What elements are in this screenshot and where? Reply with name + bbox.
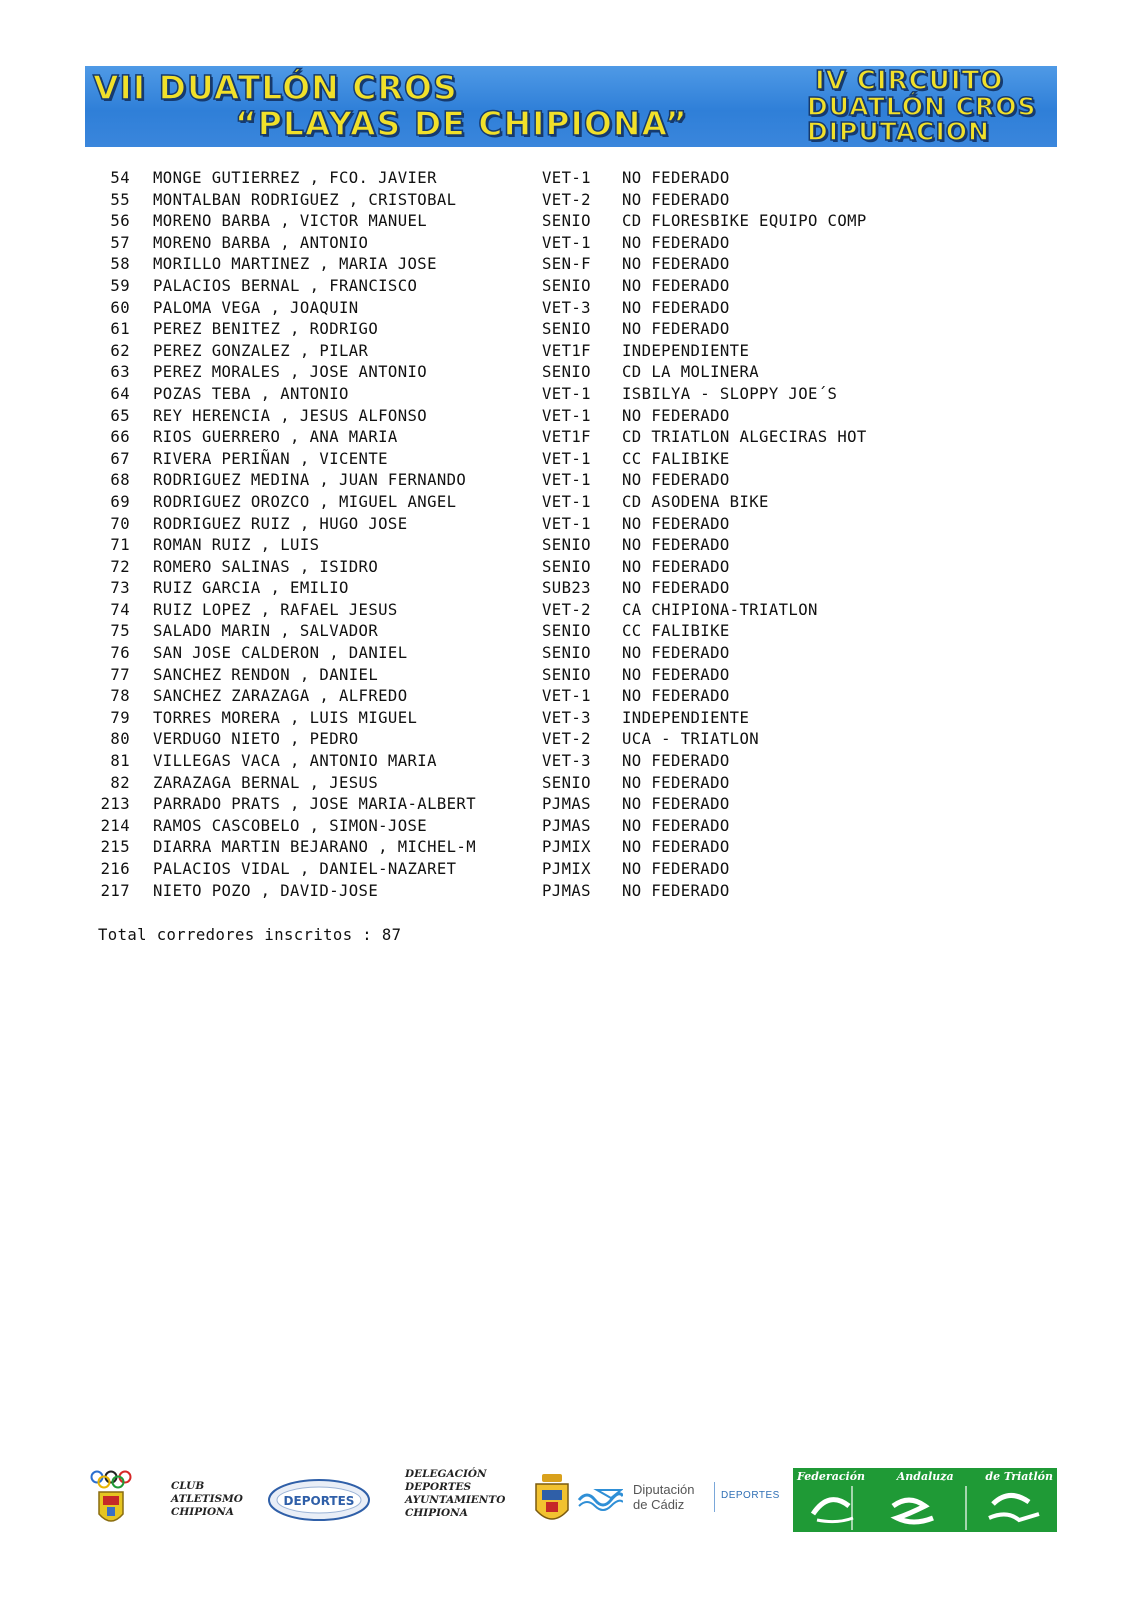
entry-number: 64 xyxy=(110,384,130,403)
entry-category: PJMAS xyxy=(542,795,591,814)
entry-club: NO FEDERADO xyxy=(622,169,730,187)
entry-number: 214 xyxy=(100,816,130,835)
entry-club: UCA - TRIATLON xyxy=(622,730,760,749)
entry-club: NO FEDERADO xyxy=(622,514,730,533)
entry-number: 60 xyxy=(110,298,130,317)
entry-number: 77 xyxy=(110,665,130,684)
entry-number: 57 xyxy=(110,233,130,252)
entry-name: POZAS TEBA , ANTONIO xyxy=(153,384,349,403)
entry-category: VET-1 xyxy=(542,406,591,425)
entry-name: REY HERENCIA , JESUS ALFONSO xyxy=(153,406,428,425)
entry-name: PEREZ MORALES , JOSE ANTONIO xyxy=(153,363,428,382)
federacion-title: Federación Andaluza de Triatlón xyxy=(797,1470,1053,1483)
diputacion-divider xyxy=(714,1482,715,1512)
entry-number: 73 xyxy=(110,579,130,598)
entry-category: SENIO xyxy=(542,773,591,792)
entry-number: 216 xyxy=(100,860,130,878)
entry-category: VET-1 xyxy=(542,471,591,490)
entry-club: NO FEDERADO xyxy=(622,255,730,274)
entry-club: NO FEDERADO xyxy=(622,665,730,684)
diputacion-wave-icon xyxy=(577,1486,623,1512)
entry-name: SANCHEZ ZARAZAGA , ALFREDO xyxy=(153,687,408,706)
entry-club: NO FEDERADO xyxy=(622,644,730,663)
entry-category: SENIO xyxy=(542,212,591,231)
entry-name: MONGE GUTIERREZ , FCO. JAVIER xyxy=(153,169,437,187)
entry-category: SENIO xyxy=(542,557,591,576)
entry-number: 215 xyxy=(100,838,130,857)
entry-number: 58 xyxy=(110,255,130,274)
entry-number: 217 xyxy=(100,881,130,900)
entry-club: NO FEDERADO xyxy=(622,406,730,425)
entry-category: PJMAS xyxy=(542,816,591,835)
entry-number: 80 xyxy=(110,730,130,749)
entry-category: SENIO xyxy=(542,363,591,382)
entry-name: RIVERA PERIÑAN , VICENTE xyxy=(153,449,388,468)
entry-number: 81 xyxy=(110,752,130,771)
entry-name: ROMAN RUIZ , LUIS xyxy=(153,536,320,555)
entry-category: VET-2 xyxy=(542,600,591,619)
entry-category: VET-1 xyxy=(542,384,591,403)
entry-number: 62 xyxy=(110,341,130,360)
entry-club: NO FEDERADO xyxy=(622,687,730,706)
entry-club: NO FEDERADO xyxy=(622,557,730,576)
entry-name: MORILLO MARTINEZ , MARIA JOSE xyxy=(153,255,437,274)
entry-name: SANCHEZ RENDON , DANIEL xyxy=(153,665,379,684)
deportes-logo-label: DEPORTES xyxy=(283,1494,355,1508)
entry-name: RUIZ GARCIA , EMILIO xyxy=(153,579,349,598)
entry-category: PJMAS xyxy=(542,881,591,900)
entry-name: ZARAZAGA BERNAL , JESUS xyxy=(153,773,379,792)
entry-name: RIOS GUERRERO , ANA MARIA xyxy=(153,428,398,447)
entry-category: VET-1 xyxy=(542,492,591,511)
delegacion-deportes-logo xyxy=(267,1476,371,1524)
entry-name: MORENO BARBA , VICTOR MANUEL xyxy=(153,212,428,231)
event-title: VII DUATLÓN CROS xyxy=(93,68,458,107)
entry-number: 61 xyxy=(110,320,130,339)
entry-name: RAMOS CASCOBELO , SIMON-JOSE xyxy=(153,816,428,835)
entry-number: 76 xyxy=(110,644,130,663)
entry-number: 72 xyxy=(110,557,130,576)
entry-category: VET-1 xyxy=(542,169,591,187)
sponsor-footer xyxy=(85,1468,1057,1538)
entry-name: RODRIGUEZ RUIZ , HUGO JOSE xyxy=(153,514,408,533)
entry-club: NO FEDERADO xyxy=(622,276,730,295)
entry-club: CA CHIPIONA-TRIATLON xyxy=(622,600,818,619)
circuit-title-line1: IV CIRCUITO xyxy=(815,66,1004,96)
entry-number: 79 xyxy=(110,708,130,727)
entry-name: MORENO BARBA , ANTONIO xyxy=(153,233,369,252)
entry-number: 69 xyxy=(110,492,130,511)
entry-category: SUB23 xyxy=(542,579,591,598)
event-subtitle: “PLAYAS DE CHIPIONA” xyxy=(235,104,688,143)
entry-club: NO FEDERADO xyxy=(622,816,730,835)
entry-number: 56 xyxy=(110,212,130,231)
entry-club: NO FEDERADO xyxy=(622,860,730,878)
entry-category: VET-3 xyxy=(542,298,591,317)
entry-number: 82 xyxy=(110,773,130,792)
entry-category: PJMIX xyxy=(542,838,591,857)
entry-category: SENIO xyxy=(542,276,591,295)
entry-club: NO FEDERADO xyxy=(622,190,730,209)
entry-number: 66 xyxy=(110,428,130,447)
entry-category: VET1F xyxy=(542,428,591,447)
entry-name: PEREZ GONZALEZ , PILAR xyxy=(153,341,369,360)
entry-club: CD TRIATLON ALGECIRAS HOT xyxy=(622,428,867,447)
entry-number: 71 xyxy=(110,536,130,555)
delegacion-ayuntamiento-text: DELEGACIÓN DEPORTES AYUNTAMIENTO CHIPIONA xyxy=(405,1468,506,1519)
triathlon-figures-icon xyxy=(793,1484,1057,1532)
entry-number: 55 xyxy=(110,190,130,209)
entry-club: INDEPENDIENTE xyxy=(622,708,750,727)
entry-number: 74 xyxy=(110,600,130,619)
header-banner xyxy=(85,66,1057,147)
diputacion-deportes-label: DEPORTES xyxy=(721,1490,780,1501)
entry-number: 59 xyxy=(110,276,130,295)
entry-category: VET-1 xyxy=(542,449,591,468)
entry-club: ISBILYA - SLOPPY JOE´S xyxy=(622,384,838,403)
entry-category: SENIO xyxy=(542,320,591,339)
circuit-title-line3: DIPUTACION xyxy=(807,117,990,146)
entry-category: SENIO xyxy=(542,536,591,555)
entry-number: 68 xyxy=(110,471,130,490)
entry-number: 75 xyxy=(110,622,130,641)
entry-club: NO FEDERADO xyxy=(622,579,730,598)
entry-club: NO FEDERADO xyxy=(622,838,730,857)
entry-club: NO FEDERADO xyxy=(622,471,730,490)
entry-category: VET-3 xyxy=(542,752,591,771)
entry-club: NO FEDERADO xyxy=(622,773,730,792)
entry-name: PALACIOS VIDAL , DANIEL-NAZARET xyxy=(153,860,457,878)
entry-category: VET1F xyxy=(542,341,591,360)
entry-club: INDEPENDIENTE xyxy=(622,341,750,360)
entry-number: 70 xyxy=(110,514,130,533)
entry-category: PJMIX xyxy=(542,860,591,878)
entry-name: SALADO MARIN , SALVADOR xyxy=(153,622,379,641)
entry-club: CD ASODENA BIKE xyxy=(622,492,769,511)
entry-club: NO FEDERADO xyxy=(622,233,730,252)
entry-name: RODRIGUEZ OROZCO , MIGUEL ANGEL xyxy=(153,492,457,511)
entry-club: CD FLORESBIKE EQUIPO COMP xyxy=(622,212,867,231)
circuit-title-line2: DUATLÓN CROS xyxy=(807,92,1037,121)
entry-number: 213 xyxy=(100,795,130,814)
entry-name: PEREZ BENITEZ , RODRIGO xyxy=(153,320,379,339)
entry-category: VET-2 xyxy=(542,730,591,749)
entry-club: NO FEDERADO xyxy=(622,752,730,771)
entry-number: 67 xyxy=(110,449,130,468)
diputacion-cadiz-text: Diputación de Cádiz xyxy=(633,1482,695,1512)
entry-name: SAN JOSE CALDERON , DANIEL xyxy=(153,644,408,663)
entry-club: CC FALIBIKE xyxy=(622,622,730,641)
entry-club: NO FEDERADO xyxy=(622,795,730,814)
total-registered: Total corredores inscritos : 87 xyxy=(98,926,402,944)
entry-name: TORRES MORERA , LUIS MIGUEL xyxy=(153,708,418,727)
entry-club: CC FALIBIKE xyxy=(622,449,730,468)
entry-number: 54 xyxy=(110,169,130,187)
entry-category: SENIO xyxy=(542,665,591,684)
entry-category: SENIO xyxy=(542,644,591,663)
entry-name: NIETO POZO , DAVID-JOSE xyxy=(153,881,379,900)
entry-number: 63 xyxy=(110,363,130,382)
entry-category: VET-2 xyxy=(542,190,591,209)
entry-category: VET-1 xyxy=(542,514,591,533)
entry-category: VET-3 xyxy=(542,708,591,727)
entry-club: NO FEDERADO xyxy=(622,536,730,555)
entry-name: VILLEGAS VACA , ANTONIO MARIA xyxy=(153,752,437,771)
entry-club: NO FEDERADO xyxy=(622,881,730,900)
entry-category: SENIO xyxy=(542,622,591,641)
entry-number: 65 xyxy=(110,406,130,425)
entry-name: PARRADO PRATS , JOSE MARIA-ALBERT xyxy=(153,795,477,814)
entry-name: PALACIOS BERNAL , FRANCISCO xyxy=(153,276,418,295)
chipiona-shield-icon xyxy=(532,1472,572,1528)
entry-name: PALOMA VEGA , JOAQUIN xyxy=(153,298,359,317)
entry-club: CD LA MOLINERA xyxy=(622,363,760,382)
entry-name: MONTALBAN RODRIGUEZ , CRISTOBAL xyxy=(153,190,457,209)
entry-name: RODRIGUEZ MEDINA , JUAN FERNANDO xyxy=(153,471,467,490)
club-atletismo-text: CLUB ATLETISMO CHIPIONA xyxy=(171,1480,243,1518)
club-atletismo-logo xyxy=(85,1470,163,1532)
entry-category: SEN-F xyxy=(542,255,591,274)
entry-category: VET-1 xyxy=(542,687,591,706)
entry-category: VET-1 xyxy=(542,233,591,252)
federacion-andaluza-triatlon-logo xyxy=(793,1468,1057,1532)
entry-name: DIARRA MARTIN BEJARANO , MICHEL-M xyxy=(153,838,477,857)
entry-name: ROMERO SALINAS , ISIDRO xyxy=(153,557,379,576)
entry-number: 78 xyxy=(110,687,130,706)
entry-name: VERDUGO NIETO , PEDRO xyxy=(153,730,359,749)
entry-club: NO FEDERADO xyxy=(622,320,730,339)
entry-name: RUIZ LOPEZ , RAFAEL JESUS xyxy=(153,600,398,619)
entry-club: NO FEDERADO xyxy=(622,298,730,317)
